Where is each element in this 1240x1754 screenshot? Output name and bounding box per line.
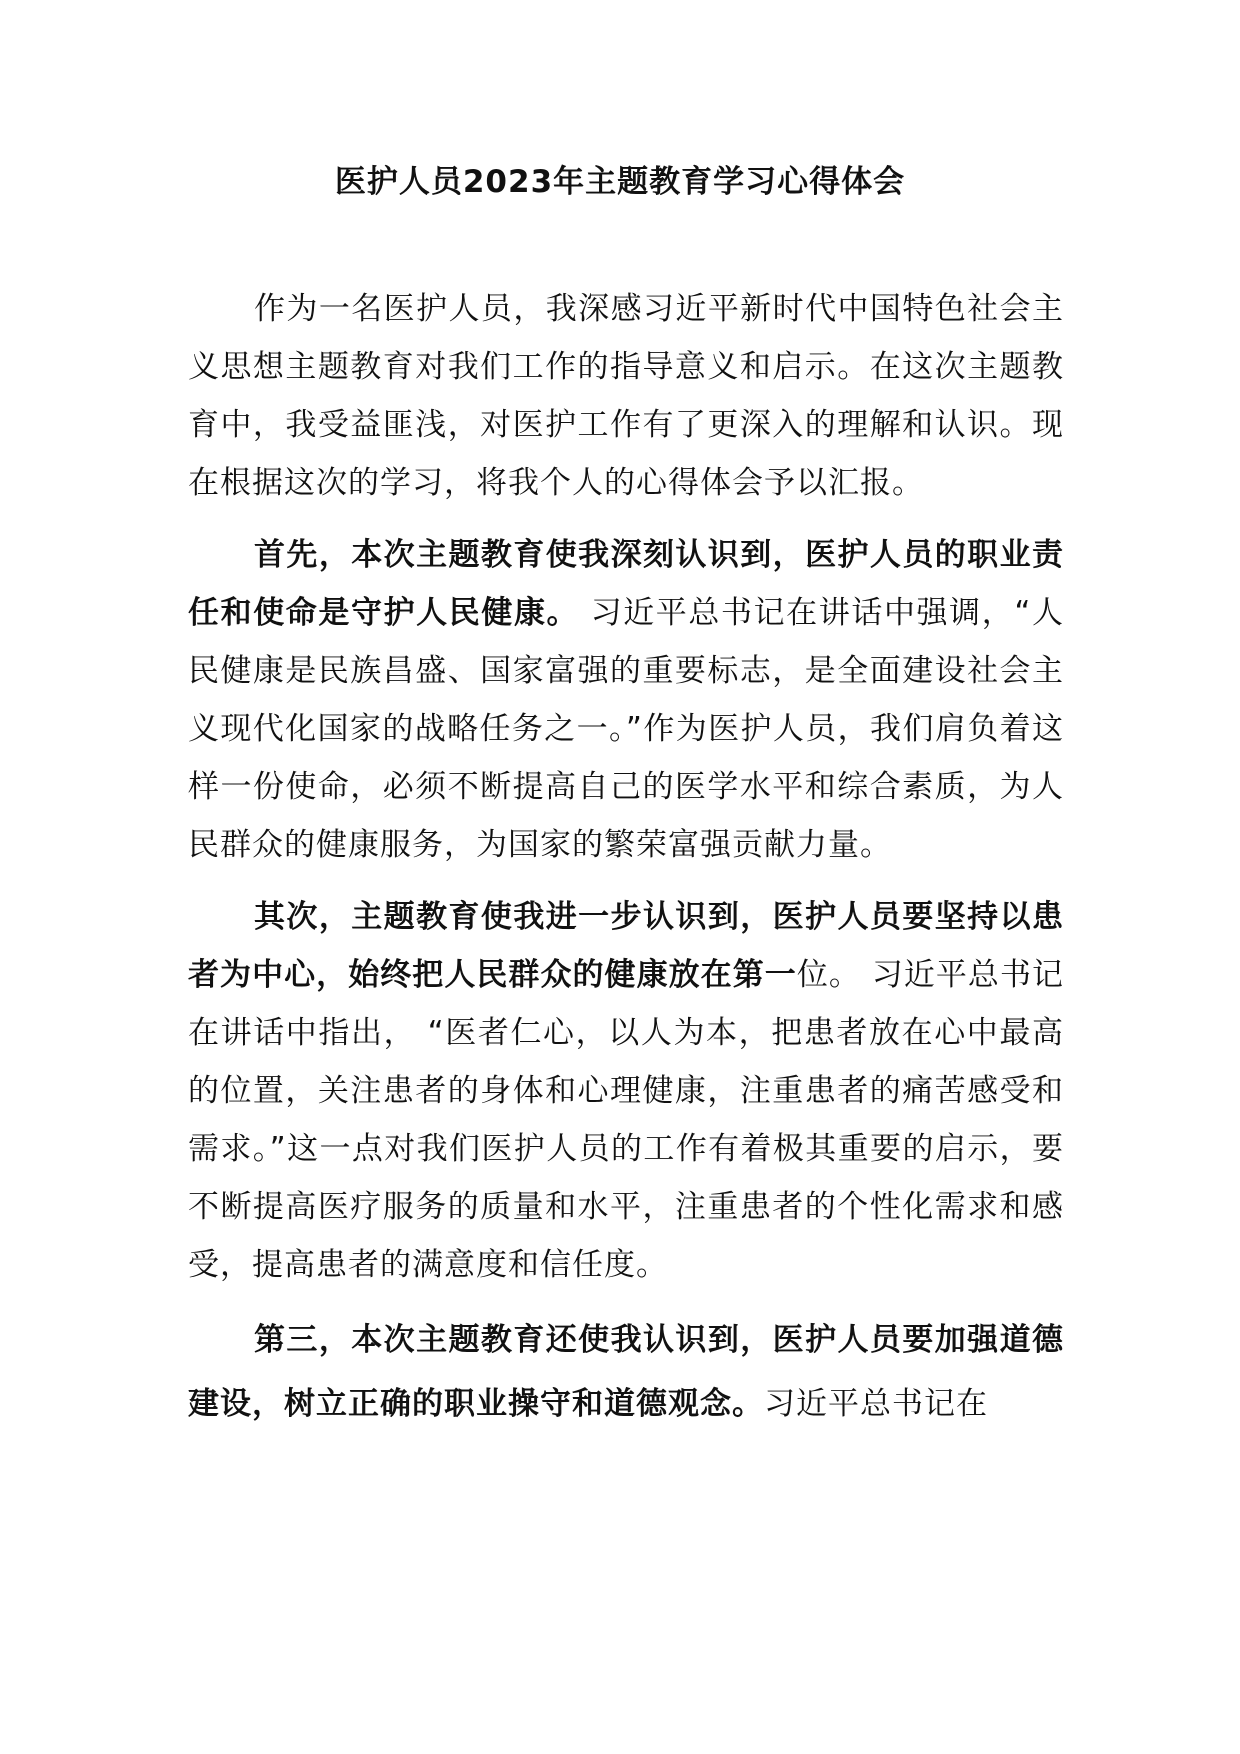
paragraph-second: [188, 888, 1064, 1294]
paragraph-lead: 其次，主题教育使我进一步认识到，医护人员要坚持以患者为中心，始终把人民群众的健康放在第一: [188, 899, 1064, 993]
paragraph-lead: 首先，本次主题教育使我深刻认识到，医护人员的职业责任和使命是守护人民健康。: [188, 537, 1064, 631]
paragraph-third: [188, 1308, 1064, 1436]
paragraph-text: 习近平总书记在讲话中强调，“人民健康是民族昌盛、国家富强的重要标志，是全面建设社会主义现代化国家的战略任务之一。”作为医护人员，我们肩负着这样一份使命，必须不断提高自己的医学水平和综合素质，为人民群众的健康服务，为国家的繁荣富强贡献力量。: [188, 595, 1065, 863]
paragraph-text: 位。 习近平总书记在讲话中指出， “医者仁心，以人为本，把患者放在心中最高的位置，关注患者的身体和心理健康，注重患者的痛苦感受和需求。”这一点对我们医护人员的工作有着极其重要的启示，要不断提高医疗服务的质量和水平，注重患者的个性化需求和感受，提高患者的满意度和信任度。: [188, 957, 1065, 1283]
document-title: 医护人员2023年主题教育学习心得体会: [334, 164, 906, 200]
paragraph-intro: [188, 280, 1064, 512]
paragraph-first: [188, 526, 1064, 874]
document-body: [188, 280, 1064, 1450]
paragraph-text: 习近平总书记在: [764, 1386, 988, 1422]
paragraph-text: 作为一名医护人员，我深感习近平新时代中国特色社会主义思想主题教育对我们工作的指导意义和启示。在这次主题教育中，我受益匪浅，对医护工作有了更深入的理解和认识。现在根据这次的学习，将我个人的心得体会予以汇报。: [188, 291, 1064, 501]
paragraph-lead: 第三，本次主题教育还使我认识到，医护人员要加强道德建设，树立正确的职业操守和道德观念。: [188, 1322, 1064, 1422]
